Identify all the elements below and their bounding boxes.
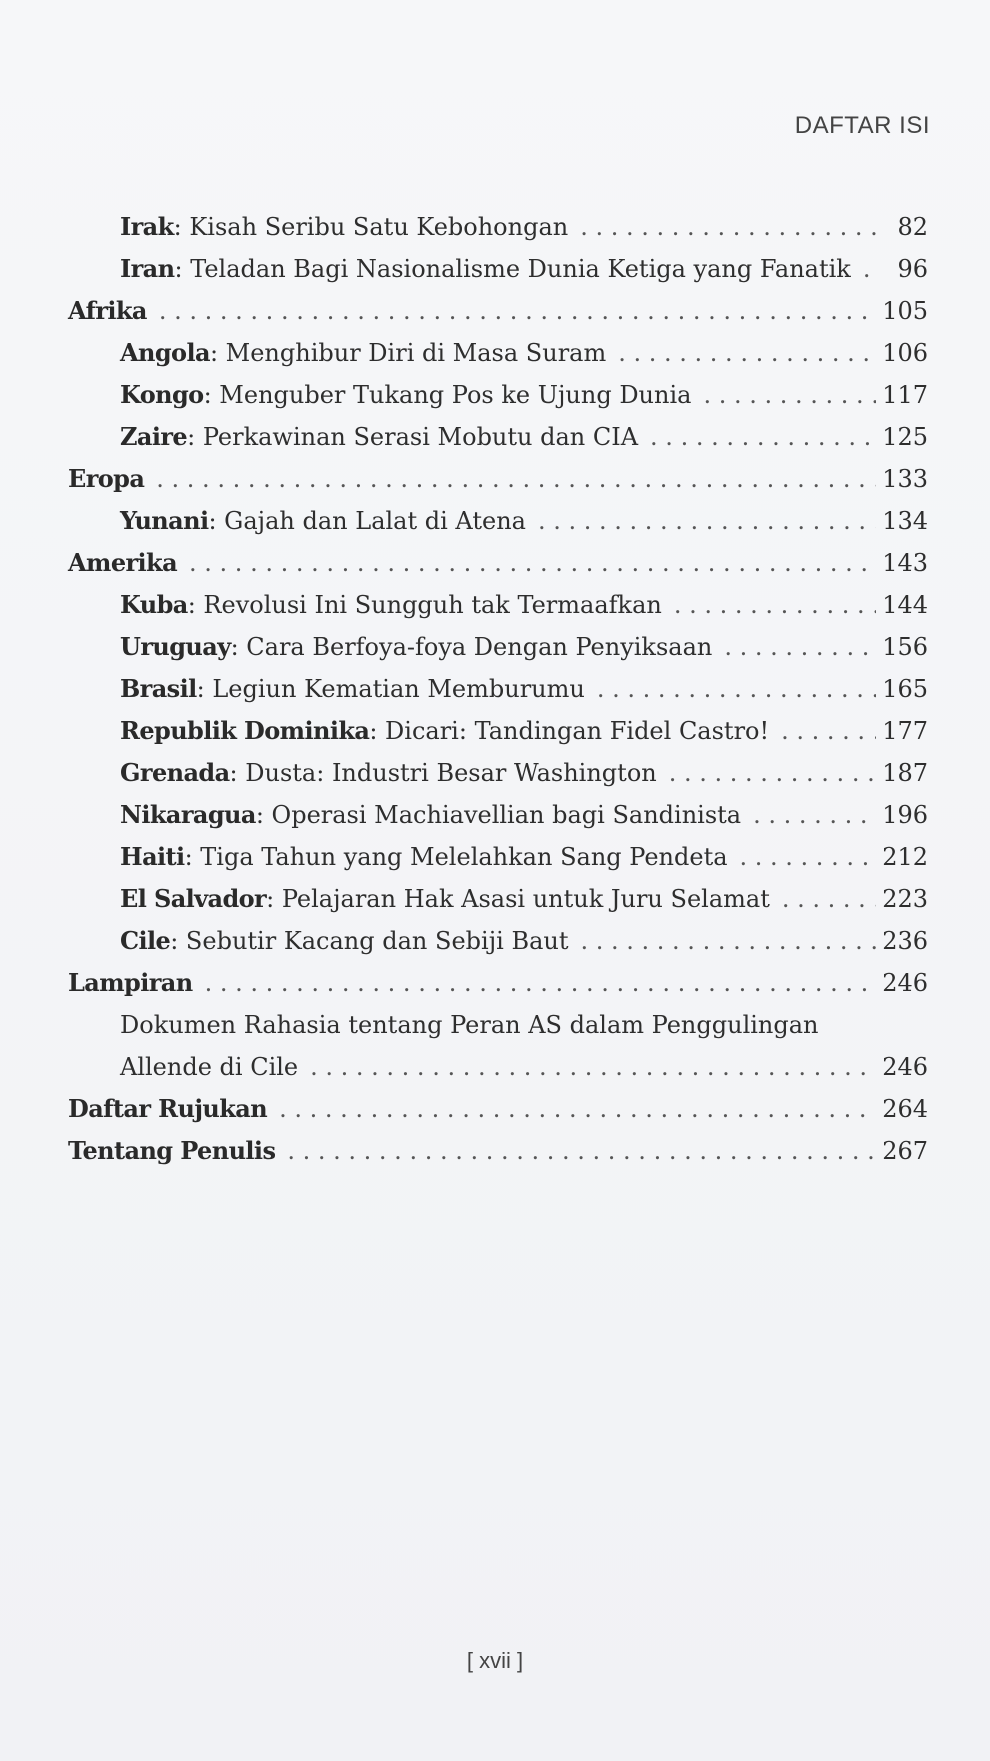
toc-entry-subtitle: : Pelajaran Hak Asasi untuk Juru Selamat <box>266 885 770 913</box>
toc-entry-cile[interactable] <box>68 920 928 962</box>
toc-page-number: 96 <box>897 255 928 283</box>
toc-entry-title: Brasil <box>120 674 197 703</box>
toc-leader-dots <box>669 752 876 794</box>
toc-entry-subtitle: Dokumen Rahasia tentang Peran AS dalam Penggulingan <box>120 1011 819 1039</box>
toc-page-number: 187 <box>882 759 928 787</box>
toc-leader-dots <box>674 584 876 626</box>
toc-page-number: 267 <box>882 1137 928 1165</box>
toc-entry-title: Cile <box>120 926 171 955</box>
toc-leader-dots <box>580 206 878 248</box>
toc-page-number: 133 <box>882 465 928 493</box>
toc-entry-title: Republik Dominika <box>120 716 370 745</box>
toc-leader-dots <box>618 332 876 374</box>
toc-leader-dots <box>287 1130 876 1172</box>
toc-leader-dots <box>538 500 876 542</box>
toc-entry-yunani[interactable] <box>68 500 928 542</box>
toc-section-title: Tentang Penulis <box>68 1136 276 1165</box>
toc-entry-subtitle: : Sebutir Kacang dan Sebiji Baut <box>170 927 569 955</box>
toc-entry-uruguay[interactable] <box>68 626 928 668</box>
toc-leader-dots <box>189 542 876 584</box>
toc-entry-haiti[interactable] <box>68 836 928 878</box>
toc-entry-nikaragua[interactable] <box>68 794 928 836</box>
toc-entry-zaire[interactable] <box>68 416 928 458</box>
toc-entry-title: Uruguay <box>120 632 231 661</box>
toc-leader-dots <box>310 1046 876 1088</box>
toc-entry-el-salvador[interactable] <box>68 878 928 920</box>
toc-entry-angola[interactable] <box>68 332 928 374</box>
toc-entry-title: Nikaragua <box>120 800 256 829</box>
toc-section-eropa[interactable] <box>68 458 928 500</box>
toc-entry-subtitle: : Menghibur Diri di Masa Suram <box>209 339 607 367</box>
toc-page-number: 196 <box>882 801 928 829</box>
toc-entry-subtitle: : Perkawinan Serasi Mobutu dan CIA <box>187 423 639 451</box>
toc-page-number: 156 <box>882 633 928 661</box>
toc-entry-subtitle: : Tiga Tahun yang Melelahkan Sang Pendeta <box>184 843 728 871</box>
toc-entry-subtitle: : Dusta: Industri Besar Washington <box>229 759 657 787</box>
toc-page-number: 144 <box>882 591 928 619</box>
toc-leader-dots <box>703 374 876 416</box>
toc-entry-grenada[interactable] <box>68 752 928 794</box>
toc-section-tentang-penulis[interactable] <box>68 1130 928 1172</box>
toc-page-number: 212 <box>882 843 928 871</box>
toc-page-number: 236 <box>882 927 928 955</box>
toc-leader-dots <box>781 710 876 752</box>
toc-leader-dots <box>863 248 878 290</box>
toc-leader-dots <box>597 668 876 710</box>
toc-entry-dokumen-rahasia-line2[interactable] <box>68 1046 928 1088</box>
toc-page-number: 125 <box>882 423 928 451</box>
toc-entry-title: Zaire <box>120 422 188 451</box>
toc-leader-dots <box>740 836 877 878</box>
toc-section-lampiran[interactable] <box>68 962 928 1004</box>
toc-leader-dots <box>581 920 877 962</box>
toc-entry-subtitle: : Kisah Seribu Satu Kebohongan <box>173 213 569 241</box>
toc-entry-subtitle: Allende di Cile <box>120 1053 299 1081</box>
toc-section-afrika[interactable] <box>68 290 928 332</box>
running-head: DAFTAR ISI <box>794 112 930 139</box>
toc-leader-dots <box>159 290 876 332</box>
toc-entry-title: Kuba <box>120 590 188 619</box>
page-number-folio: [ xvii ] <box>466 1648 524 1673</box>
toc-entry-kuba[interactable] <box>68 584 928 626</box>
toc-leader-dots <box>156 458 876 500</box>
toc-leader-dots <box>782 878 876 920</box>
toc-entry-subtitle: : Menguber Tukang Pos ke Ujung Dunia <box>203 381 692 409</box>
toc-entry-title: Angola <box>120 338 210 367</box>
toc-section-title: Lampiran <box>68 968 193 997</box>
toc-entry-subtitle: : Teladan Bagi Nasionalisme Dunia Ketiga yang Fanatik <box>174 255 851 283</box>
toc-page-number: 165 <box>882 675 928 703</box>
toc-page-number: 117 <box>882 381 928 409</box>
toc-entry-dokumen-rahasia-line1[interactable] <box>68 1004 928 1046</box>
toc-page-number: 177 <box>882 717 928 745</box>
toc-entry-kongo[interactable] <box>68 374 928 416</box>
toc-entry-subtitle: : Revolusi Ini Sungguh tak Termaafkan <box>187 591 662 619</box>
toc-page-number: 82 <box>897 213 928 241</box>
toc-section-title: Afrika <box>68 296 147 325</box>
toc-entry-iran[interactable] <box>68 248 928 290</box>
toc-page-number: 223 <box>882 885 928 913</box>
toc-entry-title: El Salvador <box>120 884 267 913</box>
table-of-contents <box>68 206 928 1172</box>
toc-entry-subtitle: : Legiun Kematian Memburumu <box>196 675 585 703</box>
toc-section-daftar-rujukan[interactable] <box>68 1088 928 1130</box>
toc-entry-subtitle: : Gajah dan Lalat di Atena <box>208 507 526 535</box>
toc-section-title: Amerika <box>68 548 178 577</box>
toc-leader-dots <box>279 1088 876 1130</box>
toc-section-amerika[interactable] <box>68 542 928 584</box>
toc-page-number: 246 <box>882 1053 928 1081</box>
toc-leader-dots <box>650 416 876 458</box>
toc-entry-irak[interactable] <box>68 206 928 248</box>
toc-entry-title: Irak <box>120 212 174 241</box>
toc-page-number: 106 <box>882 339 928 367</box>
toc-leader-dots <box>753 794 876 836</box>
toc-entry-title: Grenada <box>120 758 230 787</box>
toc-entry-title: Yunani <box>120 506 209 535</box>
toc-page-number: 134 <box>882 507 928 535</box>
toc-entry-republik-dominika[interactable] <box>68 710 928 752</box>
toc-page-number: 246 <box>882 969 928 997</box>
toc-entry-subtitle: : Cara Berfoya-foya Dengan Penyiksaan <box>230 633 713 661</box>
toc-page-number: 105 <box>882 297 928 325</box>
toc-section-title: Daftar Rujukan <box>68 1094 268 1123</box>
toc-entry-title: Haiti <box>120 842 185 871</box>
toc-page-number: 264 <box>882 1095 928 1123</box>
toc-leader-dots <box>724 626 876 668</box>
toc-entry-title: Iran <box>120 254 175 283</box>
toc-entry-subtitle: : Dicari: Tandingan Fidel Castro! <box>369 717 770 745</box>
toc-section-title: Eropa <box>68 464 145 493</box>
toc-leader-dots <box>205 962 877 1004</box>
toc-page-number: 143 <box>882 549 928 577</box>
toc-entry-brasil[interactable] <box>68 668 928 710</box>
toc-entry-title: Kongo <box>120 380 204 409</box>
toc-entry-subtitle: : Operasi Machiavellian bagi Sandinista <box>255 801 742 829</box>
